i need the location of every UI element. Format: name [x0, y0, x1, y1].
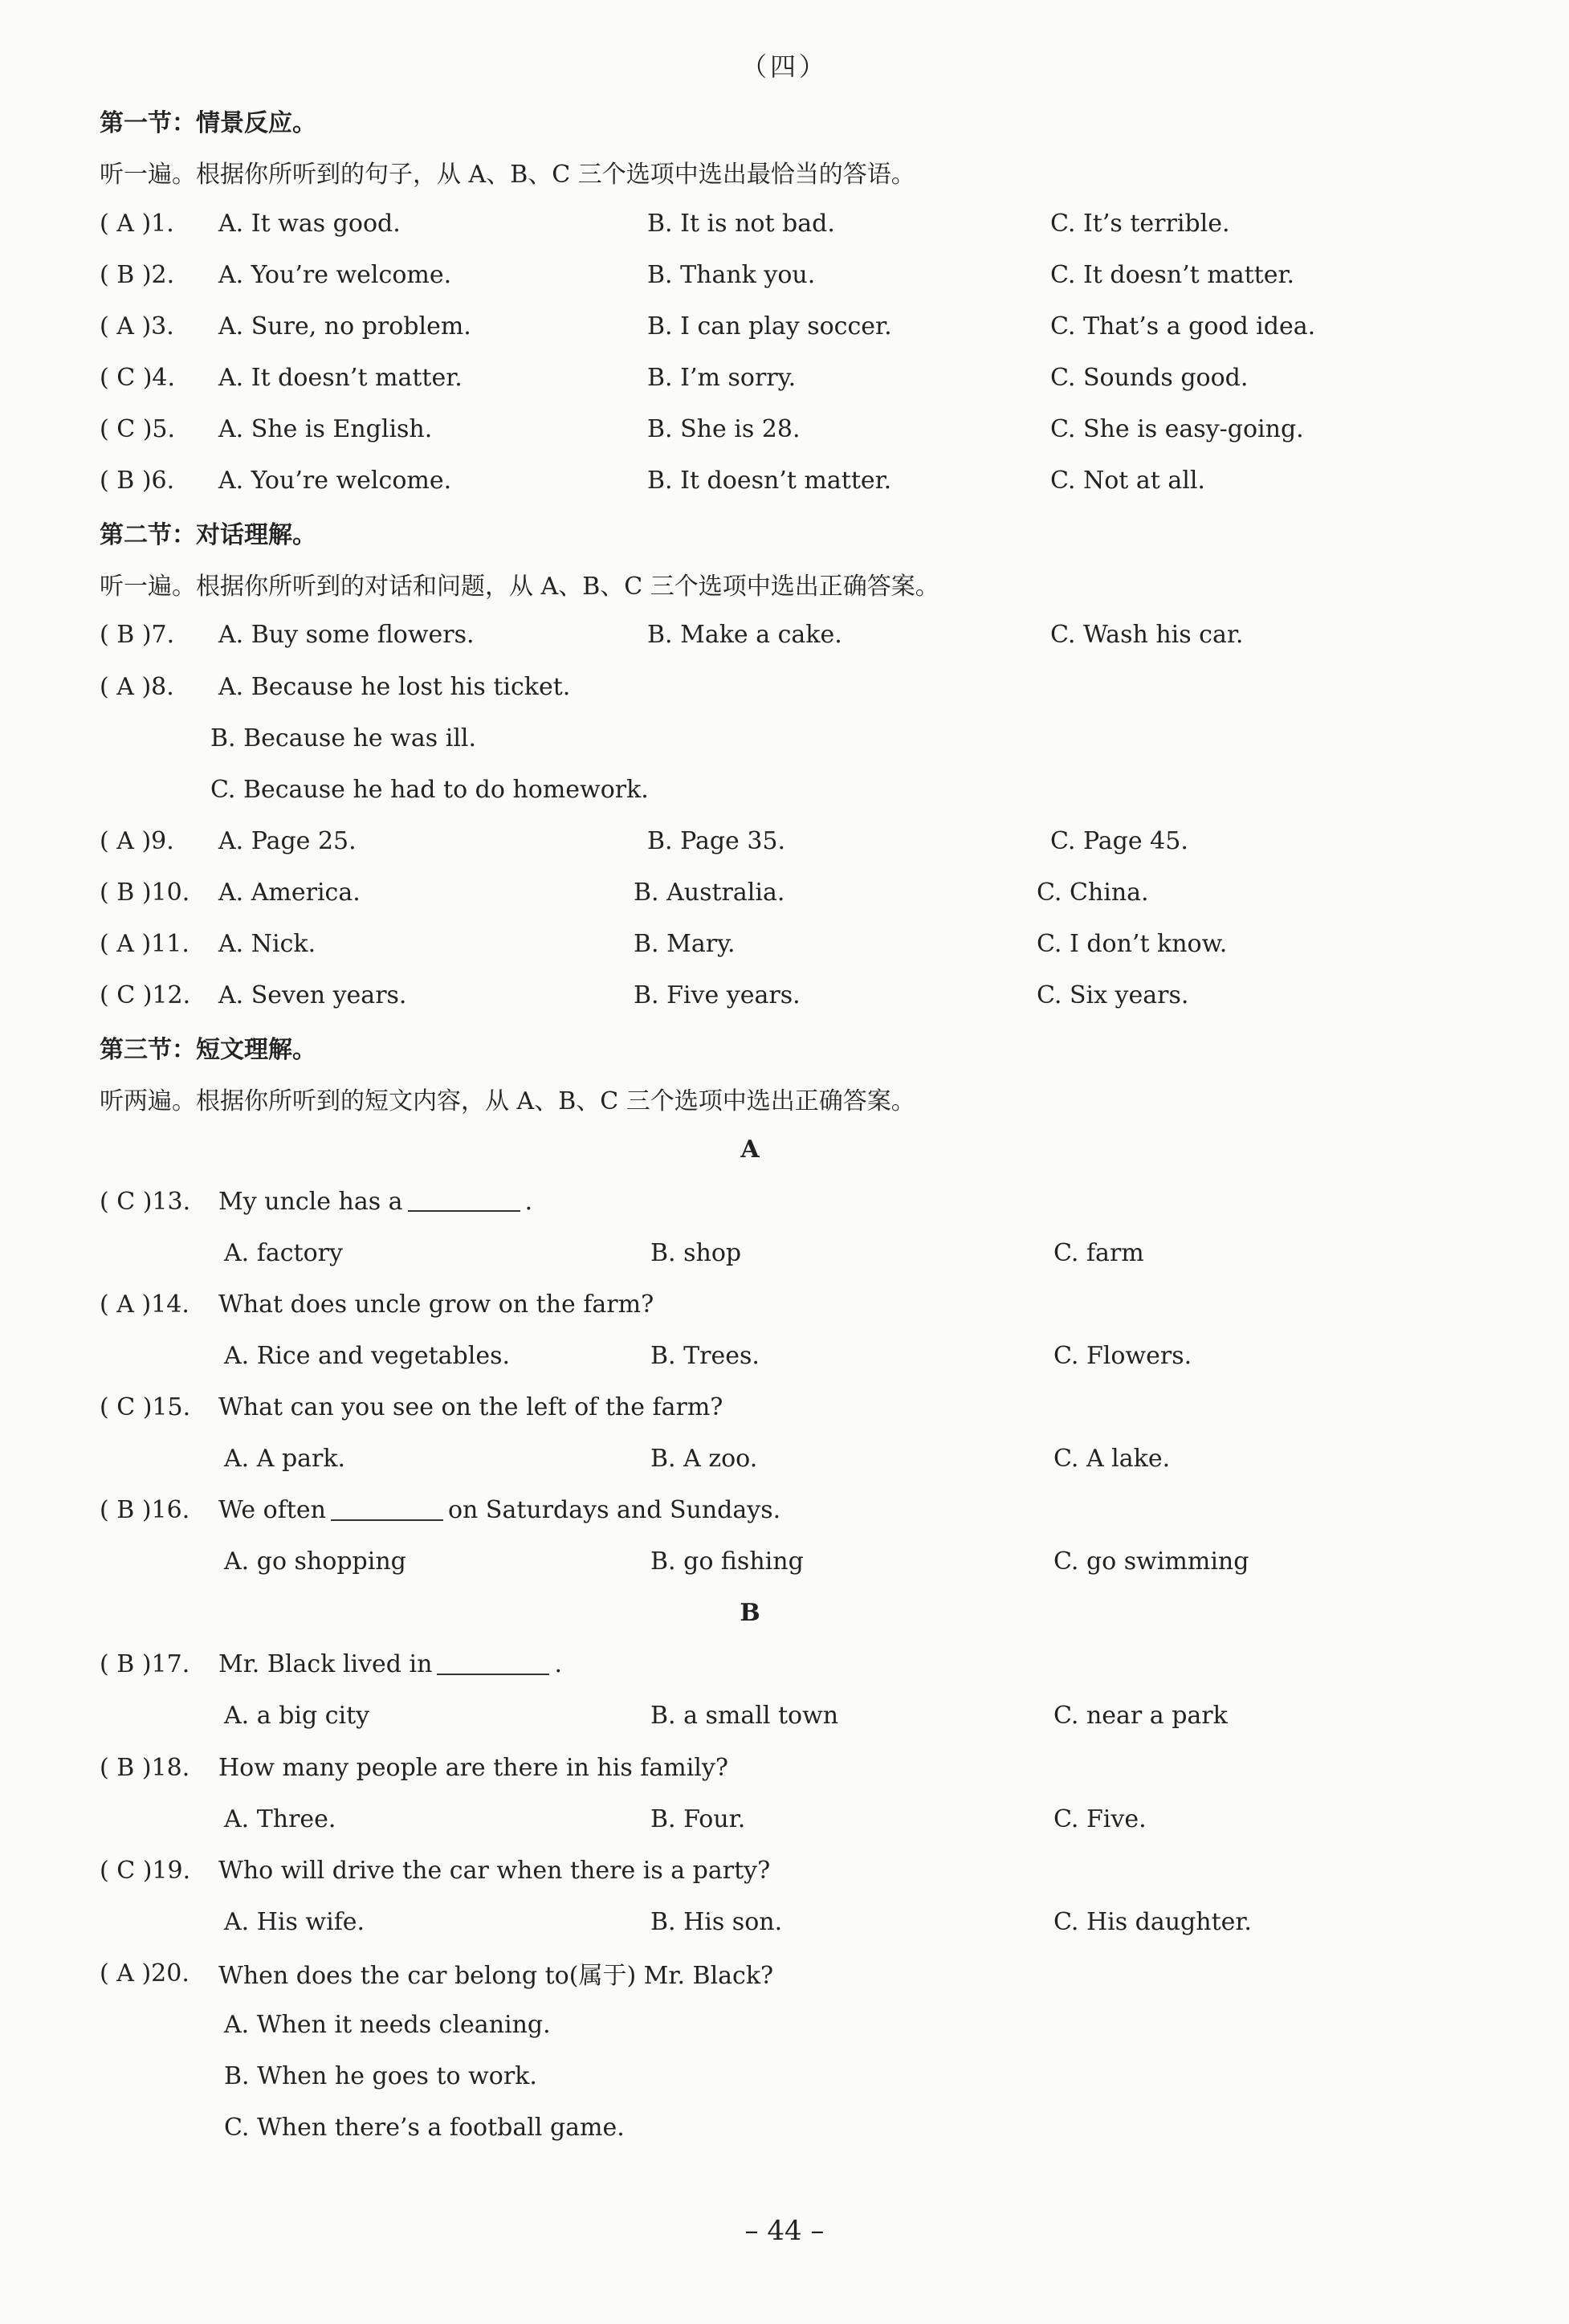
option-17a: A. a big city — [224, 1702, 370, 1731]
question-20-option-c-line — [100, 2102, 1481, 2154]
question-20-option-b-line — [100, 2051, 1481, 2102]
question-8-option-b-line — [100, 712, 1481, 764]
option-5a: A. She is English. — [218, 415, 433, 444]
option-16b: B. go fishing — [650, 1547, 804, 1576]
question-20 — [100, 1947, 1481, 1999]
option-13c: C. farm — [1053, 1238, 1144, 1267]
option-3b: B. I can play soccer. — [647, 312, 892, 340]
stem-19: Who will drive the car when there is a party? — [218, 1856, 771, 1885]
question-17 — [100, 1639, 1481, 1690]
option-16c: C. go swimming — [1053, 1547, 1249, 1576]
answer-6: ( B )6. — [100, 467, 175, 495]
option-15b: B. A zoo. — [650, 1444, 758, 1473]
option-17c: C. near a park — [1053, 1702, 1228, 1731]
question-16-options — [100, 1536, 1481, 1588]
answer-14: ( A )14. — [100, 1290, 190, 1319]
option-6c: C. Not at all. — [1050, 467, 1205, 495]
option-8a: A. Because he lost his ticket. — [218, 672, 571, 701]
section-1-title: 第一节：情景反应。 — [100, 109, 316, 138]
option-19c: C. His daughter. — [1053, 1907, 1252, 1936]
option-5b: B. She is 28. — [647, 415, 801, 444]
answer-18: ( B )18. — [100, 1753, 190, 1782]
option-2b: B. Thank you. — [647, 260, 816, 289]
option-2c: C. It doesn’t matter. — [1050, 260, 1295, 289]
stem-14: What does uncle grow on the farm? — [218, 1290, 654, 1319]
option-20b: B. When he goes to work. — [224, 2062, 537, 2091]
option-12c: C. Six years. — [1037, 981, 1189, 1010]
answer-10: ( B )10. — [100, 878, 190, 907]
question-12 — [100, 970, 1481, 1021]
stem-15: What can you see on the left of the farm? — [218, 1392, 723, 1421]
option-17b: B. a small town — [650, 1702, 839, 1731]
option-8c: C. Because he had to do homework. — [210, 775, 649, 804]
stem-20: When does the car belong to(属于) Mr. Black? — [218, 1962, 774, 1991]
option-8b: B. Because he was ill. — [210, 724, 477, 752]
option-1b: B. It is not bad. — [647, 209, 835, 238]
question-6 — [100, 455, 1481, 507]
question-14 — [100, 1278, 1481, 1330]
answer-11: ( A )11. — [100, 930, 190, 959]
option-14a: A. Rice and vegetables. — [224, 1341, 511, 1370]
question-1 — [100, 198, 1481, 249]
question-15 — [100, 1381, 1481, 1433]
page-number: – 44 – — [744, 2215, 825, 2247]
question-7 — [100, 610, 1481, 661]
option-12b: B. Five years. — [634, 981, 801, 1010]
option-7a: A. Buy some flowers. — [218, 621, 475, 650]
option-3c: C. That’s a good idea. — [1050, 312, 1316, 340]
question-2 — [100, 249, 1481, 300]
option-10a: A. America. — [218, 878, 361, 907]
question-10 — [100, 866, 1481, 918]
stem-17-post: . — [554, 1650, 562, 1679]
section-2-title: 第二节：对话理解。 — [100, 520, 316, 549]
question-11 — [100, 919, 1481, 970]
option-6a: A. You’re welcome. — [218, 467, 452, 495]
question-9 — [100, 815, 1481, 866]
option-7c: C. Wash his car. — [1050, 621, 1244, 650]
answer-7: ( B )7. — [100, 621, 175, 650]
answer-20: ( A )20. — [100, 1959, 190, 1988]
answer-17: ( B )17. — [100, 1650, 190, 1679]
option-20a: A. When it needs cleaning. — [224, 2011, 551, 2040]
answer-15: ( C )15. — [100, 1392, 191, 1421]
option-11c: C. I don’t know. — [1037, 930, 1228, 959]
option-16a: A. go shopping — [224, 1547, 406, 1576]
question-15-options — [100, 1433, 1481, 1484]
question-3 — [100, 300, 1481, 352]
option-18a: A. Three. — [224, 1804, 336, 1833]
answer-9: ( A )9. — [100, 826, 174, 855]
option-18b: B. Four. — [650, 1804, 746, 1833]
option-5c: C. She is easy-going. — [1050, 415, 1304, 444]
option-10b: B. Australia. — [634, 878, 785, 907]
question-18-options — [100, 1793, 1481, 1845]
option-20c: C. When there’s a football game. — [224, 2114, 625, 2143]
stem-17-pre: Mr. Black lived in — [218, 1650, 433, 1679]
option-15c: C. A lake. — [1053, 1444, 1171, 1473]
question-8 — [100, 661, 1481, 712]
option-3a: A. Sure, no problem. — [218, 312, 471, 340]
option-1c: C. It’s terrible. — [1050, 209, 1230, 238]
stem-13-pre: My uncle has a — [218, 1187, 403, 1216]
blank-13 — [408, 1191, 520, 1212]
option-19b: B. His son. — [650, 1907, 783, 1936]
answer-16: ( B )16. — [100, 1496, 190, 1525]
stem-16-post: on Saturdays and Sundays. — [447, 1496, 781, 1525]
blank-17 — [437, 1654, 549, 1675]
question-17-options — [100, 1690, 1481, 1742]
stem-16-pre: We often — [218, 1496, 326, 1525]
stem-18: How many people are there in his family? — [218, 1753, 728, 1782]
option-9b: B. Page 35. — [647, 826, 786, 855]
option-1a: A. It was good. — [218, 209, 401, 238]
option-13a: A. factory — [224, 1238, 343, 1267]
question-19-options — [100, 1896, 1481, 1947]
option-15a: A. A park. — [224, 1444, 346, 1473]
option-18c: C. Five. — [1053, 1804, 1147, 1833]
answer-1: ( A )1. — [100, 209, 174, 238]
option-12a: A. Seven years. — [218, 981, 407, 1010]
answer-2: ( B )2. — [100, 260, 175, 289]
question-18 — [100, 1742, 1481, 1793]
part-a-label: A — [740, 1135, 760, 1164]
blank-16 — [331, 1500, 443, 1521]
answer-4: ( C )4. — [100, 364, 176, 393]
option-14b: B. Trees. — [650, 1341, 760, 1370]
answer-19: ( C )19. — [100, 1856, 191, 1885]
question-14-options — [100, 1330, 1481, 1381]
option-6b: B. It doesn’t matter. — [647, 467, 892, 495]
question-20-option-a-line — [100, 1999, 1481, 2050]
answer-13: ( C )13. — [100, 1187, 191, 1216]
answer-5: ( C )5. — [100, 415, 176, 444]
section-1-instructions: 听一遍。根据你所听到的句子，从 A、B、C 三个选项中选出最恰当的答语。 — [100, 161, 915, 190]
option-11a: A. Nick. — [218, 930, 316, 959]
option-9a: A. Page 25. — [218, 826, 357, 855]
option-2a: A. You’re welcome. — [218, 260, 452, 289]
part-b-label: B — [740, 1599, 760, 1628]
option-4a: A. It doesn’t matter. — [218, 364, 463, 393]
section-2-instructions: 听一遍。根据你所听到的对话和问题，从 A、B、C 三个选项中选出正确答案。 — [100, 572, 939, 601]
question-13 — [100, 1176, 1481, 1227]
stem-13-post: . — [524, 1187, 533, 1216]
answer-8: ( A )8. — [100, 672, 174, 701]
option-4b: B. I’m sorry. — [647, 364, 797, 393]
option-19a: A. His wife. — [224, 1907, 365, 1936]
answer-3: ( A )3. — [100, 312, 174, 340]
question-13-options — [100, 1227, 1481, 1278]
option-14c: C. Flowers. — [1053, 1341, 1192, 1370]
question-8-option-c-line — [100, 764, 1481, 815]
question-4 — [100, 352, 1481, 403]
option-10c: C. China. — [1037, 878, 1149, 907]
answer-12: ( C )12. — [100, 981, 191, 1010]
section-3-title: 第三节：短文理解。 — [100, 1035, 316, 1064]
question-5 — [100, 404, 1481, 455]
option-9c: C. Page 45. — [1050, 826, 1188, 855]
option-11b: B. Mary. — [634, 930, 736, 959]
content — [100, 95, 1481, 2154]
option-13b: B. shop — [650, 1238, 742, 1267]
question-19 — [100, 1845, 1481, 1896]
page-title: （四） — [740, 51, 828, 82]
question-16 — [100, 1485, 1481, 1536]
option-7b: B. Make a cake. — [647, 621, 842, 650]
option-4c: C. Sounds good. — [1050, 364, 1249, 393]
section-3-instructions: 听两遍。根据你所听到的短文内容，从 A、B、C 三个选项中选出正确答案。 — [100, 1087, 915, 1115]
